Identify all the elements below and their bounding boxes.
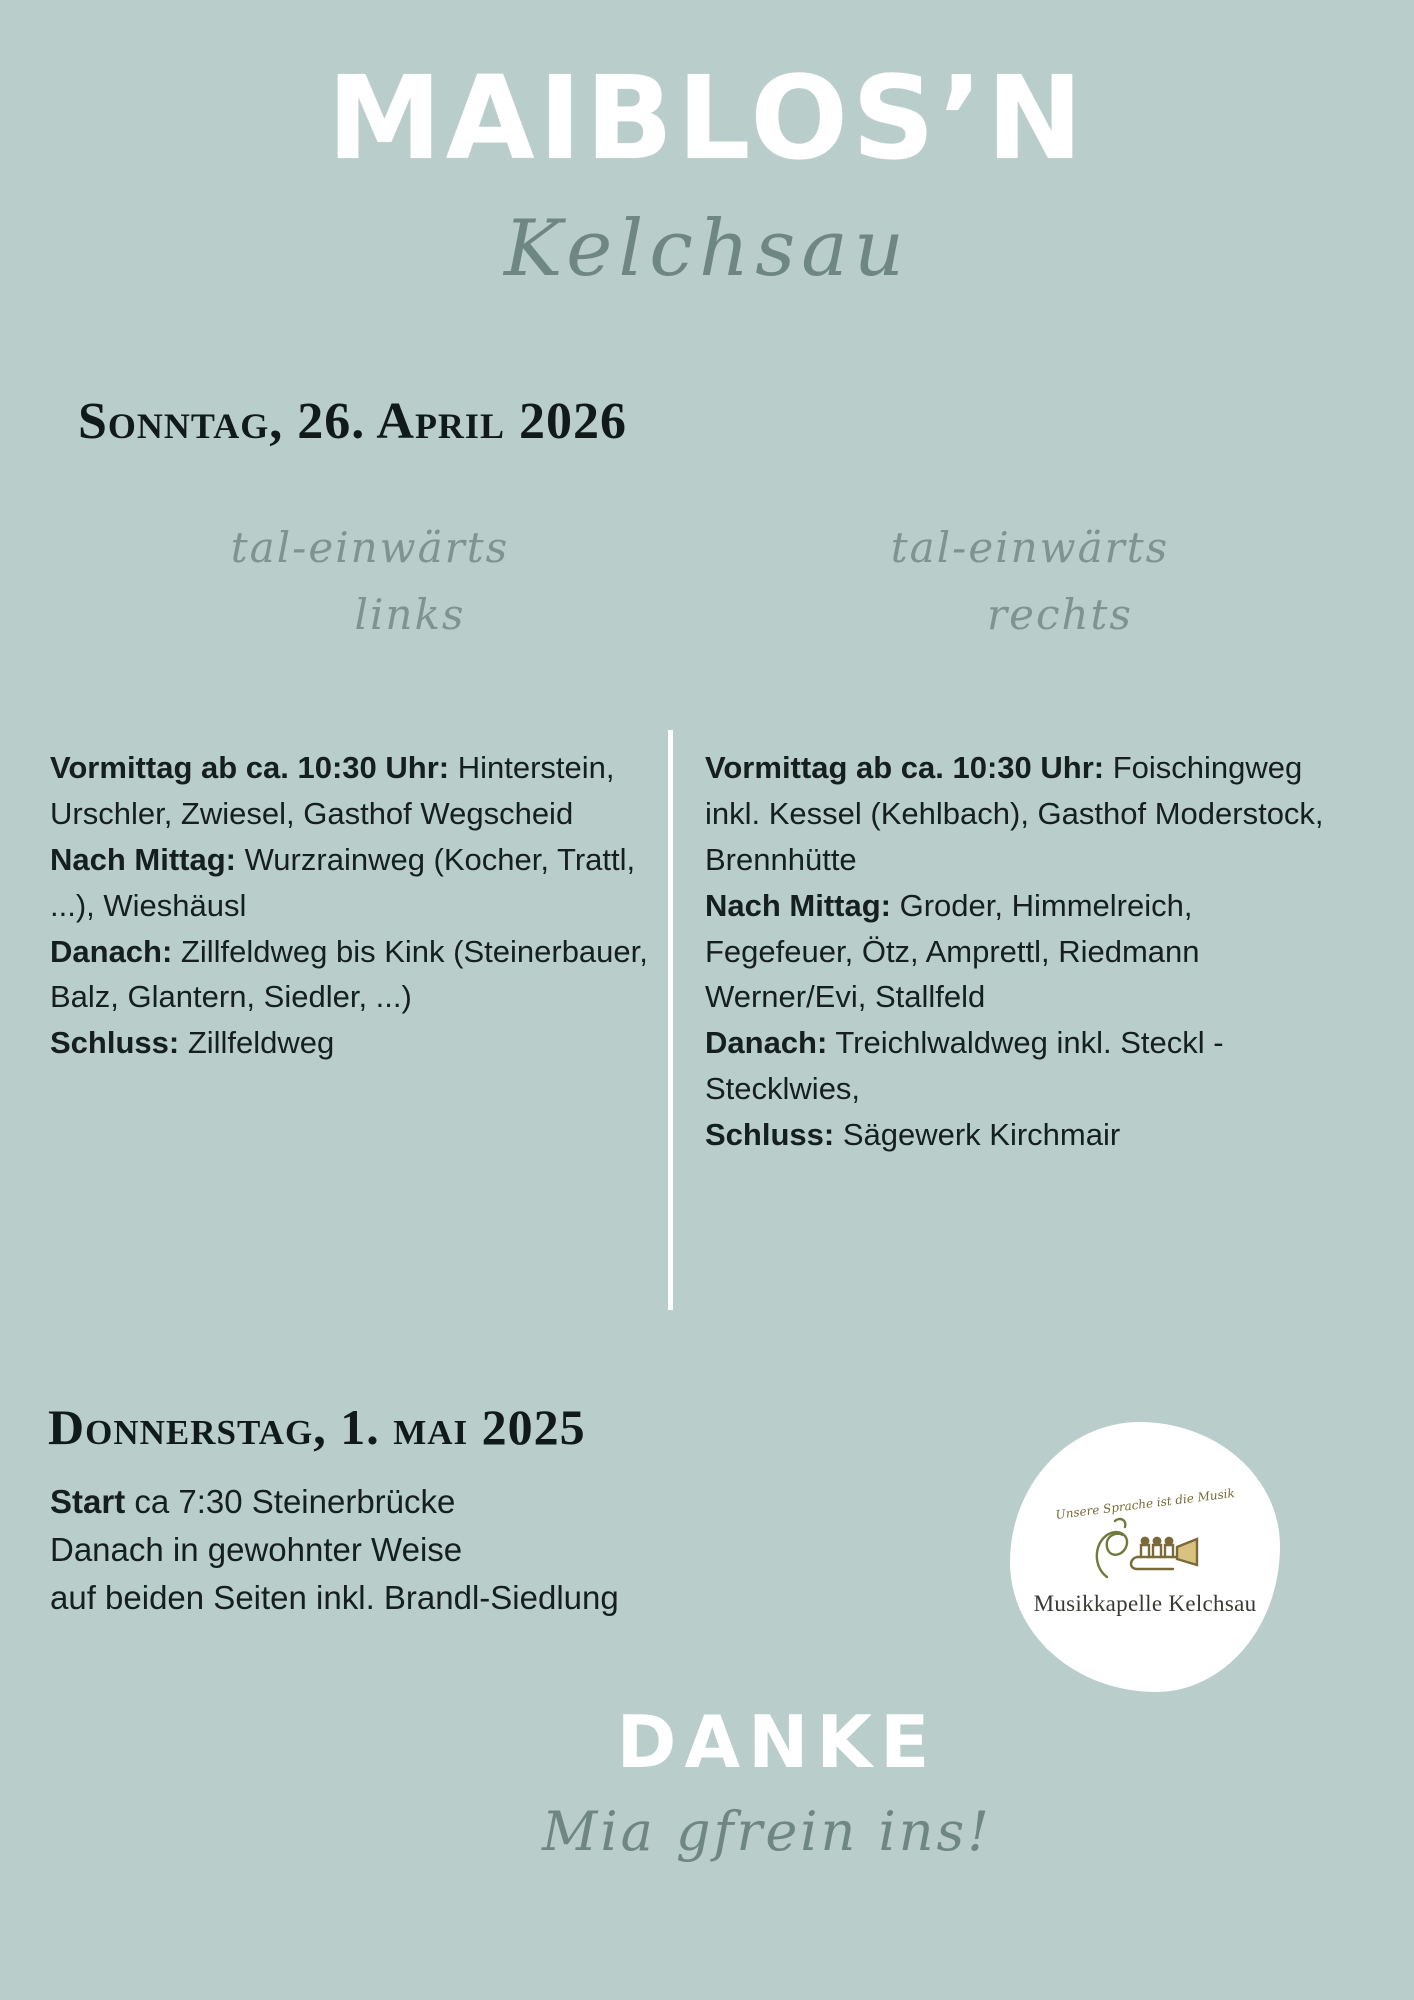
poster-title: MAIBLOS’N xyxy=(327,52,1087,186)
route-entry xyxy=(705,1112,1325,1158)
route-entry-text: Treichlwaldweg inkl. Steckl - Stecklwies, xyxy=(705,1025,1224,1107)
mai-details xyxy=(50,1478,1010,1623)
route-entry-label: Nach Mittag: xyxy=(705,887,891,923)
route-entry-label: Danach: xyxy=(705,1025,828,1061)
mai-line xyxy=(50,1526,1010,1574)
column-label-right-line1: tal-einwärts xyxy=(890,523,1170,572)
trumpet-icon xyxy=(1085,1513,1205,1587)
route-entry-text: Zillfeldweg xyxy=(179,1025,335,1061)
route-entry xyxy=(50,745,650,837)
danke-text: DANKE xyxy=(616,1700,938,1784)
route-entry-label: Danach: xyxy=(50,933,173,969)
date-heading-donnerstag: Donnerstag, 1. mai 2025 xyxy=(48,1399,586,1455)
route-entry xyxy=(705,1020,1325,1112)
route-entry-label: Vormittag ab ca. 10:30 Uhr: xyxy=(50,750,450,785)
logo-tagline: Unsere Sprache ist die Musik xyxy=(1054,1486,1236,1522)
route-entry-label: Schluss: xyxy=(50,1025,180,1061)
date-heading-sonntag: Sonntag, 26. April 2026 xyxy=(78,393,627,450)
mai-line-text: ca 7:30 Steinerbrücke xyxy=(125,1483,456,1520)
mai-line xyxy=(50,1478,1010,1526)
mai-line-text: Danach in gewohnter Weise xyxy=(50,1531,463,1569)
route-entry xyxy=(50,1020,650,1066)
column-label-right-line2: rechts xyxy=(987,589,1133,639)
route-entry-text: Groder, Himmelreich, Fegefeuer, Ötz, Amprettl, Riedmann Werner/Evi, Stallfeld xyxy=(705,887,1200,1015)
route-entry-text: Foischingweg inkl. Kessel (Kehlbach), Gasthof Moderstock, Brennhütte xyxy=(705,750,1324,877)
route-entry xyxy=(705,883,1325,1021)
route-entry xyxy=(50,837,650,929)
route-entry-label: Nach Mittag: xyxy=(50,841,236,877)
musikkapelle-logo-badge xyxy=(1010,1422,1280,1692)
route-entry-text: Zillfeldweg bis Kink (Steinerbauer, Balz, Glantern, Siedler, ...) xyxy=(50,933,648,1015)
route-entry-text: Wurzrainweg (Kocher, Trattl, ...), Wieshäusl xyxy=(50,841,636,923)
mai-line-label: Start xyxy=(50,1483,126,1520)
column-divider xyxy=(668,730,673,1310)
mai-line xyxy=(50,1574,1010,1622)
route-entry-label: Schluss: xyxy=(705,1117,835,1152)
column-label-right xyxy=(820,520,1240,643)
route-list-left xyxy=(50,745,650,1066)
column-label-left-line2: links xyxy=(354,589,466,639)
route-entry xyxy=(705,745,1325,883)
route-entry-label: Vormittag ab ca. 10:30 Uhr: xyxy=(705,750,1105,785)
route-entry-text: Hinterstein, Urschler, Zwiesel, Gasthof Wegscheid xyxy=(50,750,615,831)
poster-subtitle: Kelchsau xyxy=(504,204,910,294)
logo-name: Musikkapelle Kelchsau xyxy=(1033,1591,1257,1616)
column-label-left xyxy=(160,520,580,643)
route-entry-text: Sägewerk Kirchmair xyxy=(834,1117,1121,1152)
footer-script-text: Mia gfrein ins! xyxy=(542,1800,992,1863)
route-list-right xyxy=(705,745,1325,1158)
column-label-left-line1: tal-einwärts xyxy=(230,523,510,572)
mai-line-text: auf beiden Seiten inkl. Brandl-Siedlung xyxy=(50,1579,619,1617)
route-entry xyxy=(50,929,650,1021)
